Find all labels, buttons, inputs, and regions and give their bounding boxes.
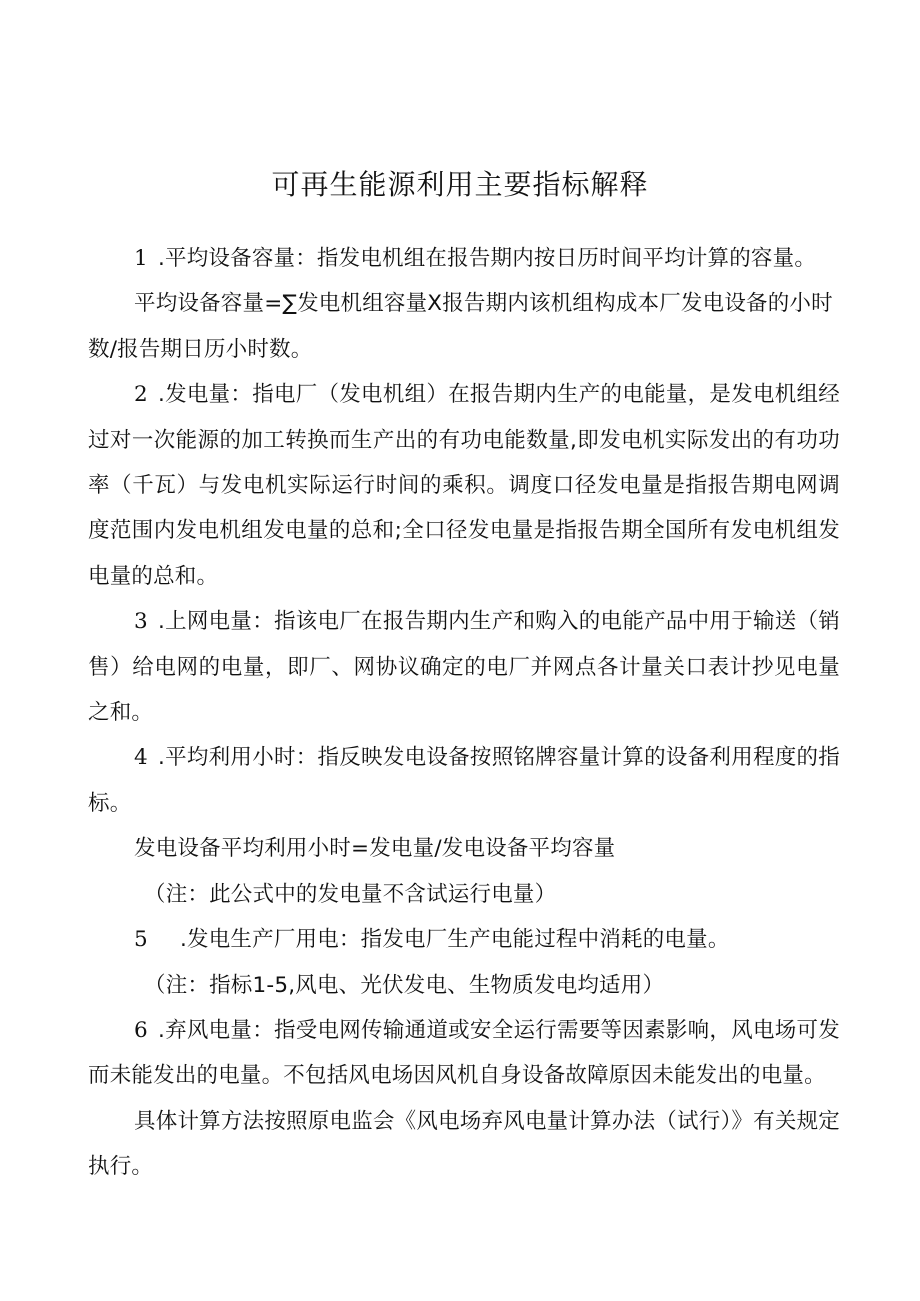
item-number: 4	[134, 745, 148, 771]
item-text: .发电量：指电厂（发电机组）在报告期内生产的电能量，是发电机组经过对一次能源的加工转换而生产出的有功电能数量,即发电机实际发出的有功功率（千瓦）与发电机实际运行时间的乘积。调度口径发电量是指报告期电网调度范围内发电机组发电量的总和;全口径发电量是指报告期全国所有发电机组发电量的总和。	[88, 382, 840, 589]
item-4	[88, 735, 840, 826]
item-number: 6	[134, 1017, 148, 1043]
formula-4: 发电设备平均利用小时=发电量/发电设备平均容量	[134, 836, 616, 862]
item-number: 3	[134, 609, 148, 635]
item-text: .上网电量：指该电厂在报告期内生产和购入的电能产品中用于输送（销售）给电网的电量，即厂、网协议确定的电厂并网点各计量关口表计抄见电量之和。	[88, 609, 840, 726]
item-number: 2	[134, 382, 148, 408]
item-text: .弃风电量：指受电网传输通道或安全运行需要等因素影响，风电场可发而未能发出的电量。不包括风电场因风机自身设备故障原因未能发出的电量。	[88, 1017, 840, 1089]
page-title: 可再生能源利用主要指标解释	[271, 167, 649, 201]
item-text: .平均设备容量：指发电机组在报告期内按日历时间平均计算的容量。	[158, 246, 817, 271]
item-number: 1	[134, 246, 148, 271]
item-text: .平均利用小时：指反映发电设备按照铭牌容量计算的设备利用程度的指标。	[88, 745, 840, 816]
item-text: .发电生产厂用电：指发电厂生产电能过程中消耗的电量。	[180, 927, 730, 953]
formula-1: 平均设备容量=∑发电机组容量X报告期内该机组构成本厂发电设备的小时数/报告期日历小时数。	[88, 291, 833, 362]
item-number: 5	[134, 927, 148, 953]
item-2	[88, 372, 840, 599]
item-6-extra: 具体计算方法按照原电监会《风电场弃风电量计算办法（试行）》有关规定执行。	[88, 1108, 840, 1180]
document-body	[88, 236, 840, 1190]
item-5	[88, 917, 840, 962]
note-5: （注：指标1-5,风电、光伏发电、生物质发电均适用）	[144, 972, 665, 998]
item-6	[88, 1008, 840, 1099]
note-4: （注：此公式中的发电量不含试运行电量）	[144, 881, 557, 907]
item-3	[88, 599, 840, 735]
item-1	[88, 236, 840, 281]
